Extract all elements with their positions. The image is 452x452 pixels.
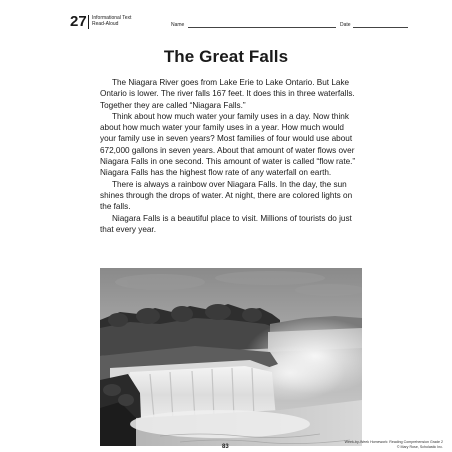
name-field[interactable] — [188, 27, 336, 28]
header-label-read-aloud: Read-Aloud — [92, 21, 119, 27]
story-paragraph-2: Think about how much water your family uses in a day. Now think about how much water your family uses in a year. How much would your family use in seven years? Most families of four would use about 672,000 gallons in seven years. About that amount of water flows over Niagara Falls in one second. This amount of water is called “flow rate.” Niagara Falls has the highest flow rate of any waterfall on earth. — [100, 111, 356, 178]
page-number: 83 — [222, 444, 229, 450]
header-page-number: 27 — [70, 13, 87, 30]
credit-book-title: Week-by-Week Homework: Reading Comprehension Grade 2 — [344, 440, 443, 444]
header-section-labels — [92, 15, 131, 27]
story-text — [100, 77, 362, 235]
date-label: Date — [340, 22, 351, 28]
header-label-text-type: Informational Text — [92, 15, 132, 21]
story-paragraph-3: There is always a rainbow over Niagara Falls. In the day, the sun shines through the drops of water. At night, there are colored lights on the falls. — [100, 179, 353, 212]
date-field[interactable] — [353, 27, 408, 28]
story-paragraph-4: Niagara Falls is a beautiful place to visit. Millions of tourists do just that every year. — [100, 213, 352, 234]
page-title: The Great Falls — [163, 47, 289, 66]
header-divider — [88, 15, 89, 29]
story-paragraph-1: The Niagara River goes from Lake Erie to Lake Ontario. But Lake Ontario is lower. The river falls 167 feet. It does this in three waterfalls. Together they are called “Niagara Falls.” — [100, 78, 355, 110]
credit-copyright: © Mary Rose, Scholastic Inc. — [396, 444, 443, 449]
copyright-credit — [308, 440, 443, 449]
worksheet-header — [70, 14, 390, 30]
waterfall-photo — [100, 268, 362, 446]
name-label: Name — [171, 22, 185, 28]
